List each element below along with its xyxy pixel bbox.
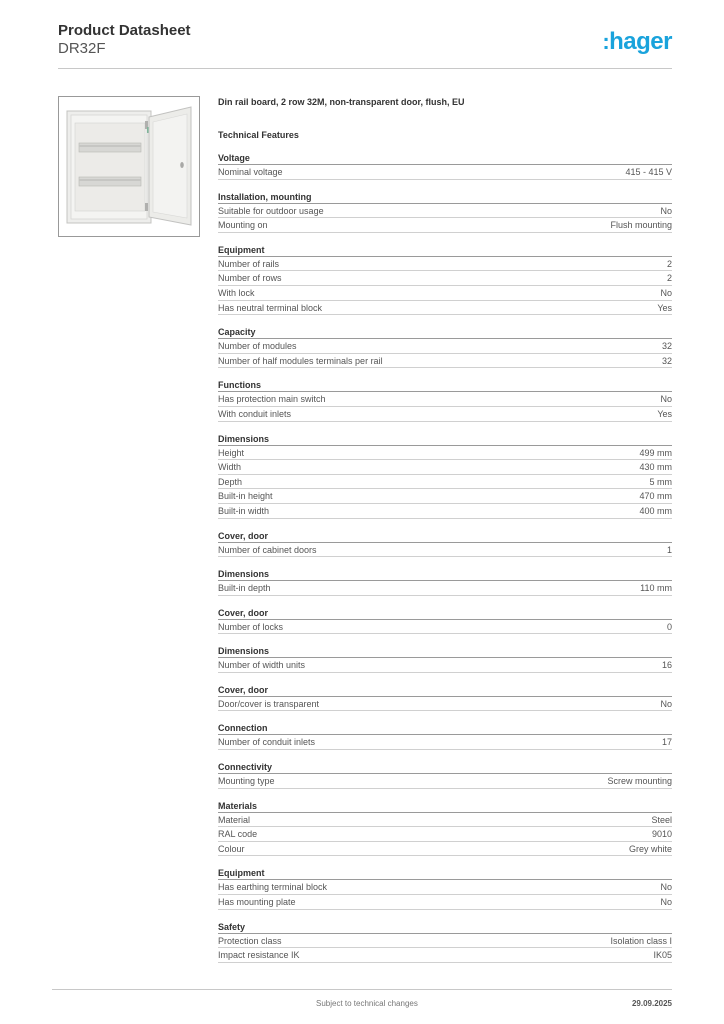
spec-group (218, 866, 672, 909)
spec-row (218, 354, 672, 369)
spec-row (218, 218, 672, 233)
spec-value: No (660, 698, 672, 709)
spec-row (218, 934, 672, 949)
spec-group-title: Dimensions (218, 644, 672, 658)
spec-row (218, 948, 672, 963)
spec-row (218, 504, 672, 519)
spec-group (218, 151, 672, 180)
spec-value: 32 (661, 355, 672, 366)
spec-group-title: Installation, mounting (218, 190, 672, 204)
spec-label: Suitable for outdoor usage (218, 205, 324, 216)
spec-group-title: Safety (218, 920, 672, 934)
spec-group-title: Materials (218, 799, 672, 813)
spec-row (218, 774, 672, 789)
spec-group (218, 721, 672, 750)
spec-group-title: Capacity (218, 325, 672, 339)
spec-value: 470 mm (639, 491, 672, 502)
spec-group-title: Connectivity (218, 760, 672, 774)
spec-value: No (660, 394, 672, 405)
spec-row (218, 392, 672, 407)
spec-group (218, 683, 672, 712)
spec-value: 110 mm (640, 583, 672, 594)
spec-group (218, 644, 672, 673)
spec-group-title: Functions (218, 378, 672, 392)
spec-label: Width (218, 462, 242, 473)
spec-row (218, 697, 672, 712)
spec-row (218, 407, 672, 422)
spec-row (218, 475, 672, 490)
spec-value: 16 (661, 660, 672, 671)
spec-row (218, 489, 672, 504)
spec-group-title: Connection (218, 721, 672, 735)
spec-label: Has earthing terminal block (218, 882, 328, 893)
spec-group-title: Cover, door (218, 683, 672, 697)
spec-value: 2 (666, 258, 672, 269)
spec-label: RAL code (218, 829, 258, 840)
spec-group (218, 432, 672, 519)
spec-label: Number of rails (218, 258, 280, 269)
spec-value: No (660, 882, 672, 893)
spec-label: Number of conduit inlets (218, 737, 316, 748)
spec-value: 1 (666, 544, 672, 555)
spec-label: Colour (218, 843, 245, 854)
spec-row (218, 827, 672, 842)
spec-value: Grey white (628, 843, 672, 854)
spec-label: Number of width units (218, 660, 306, 671)
logo-colon: : (602, 29, 610, 54)
spec-value: 2 (666, 273, 672, 284)
spec-label: Built-in width (218, 505, 270, 516)
spec-group-title: Equipment (218, 243, 672, 257)
spec-value: 5 mm (649, 476, 672, 487)
spec-row (218, 620, 672, 635)
spec-row (218, 460, 672, 475)
spec-group (218, 760, 672, 789)
spec-label: Has mounting plate (218, 897, 296, 908)
spec-group (218, 378, 672, 421)
header-divider (58, 68, 672, 69)
spec-group (218, 606, 672, 635)
spec-row (218, 581, 672, 596)
product-code: DR32F (58, 40, 106, 57)
spec-row (218, 165, 672, 180)
spec-group-title: Voltage (218, 151, 672, 165)
spec-value: 499 mm (639, 447, 672, 458)
spec-row (218, 543, 672, 558)
spec-label: With conduit inlets (218, 408, 292, 419)
spec-label: Built-in depth (218, 583, 271, 594)
spec-value: 0 (666, 621, 672, 632)
spec-row (218, 880, 672, 895)
spec-group (218, 325, 672, 368)
spec-value: Screw mounting (607, 776, 672, 787)
spec-value: Yes (657, 408, 672, 419)
spec-row (218, 271, 672, 286)
spec-value: Flush mounting (610, 220, 672, 231)
footer-date: 29.09.2025 (631, 999, 672, 1008)
spec-value: 430 mm (639, 462, 672, 473)
spec-value: 9010 (651, 829, 672, 840)
spec-row (218, 339, 672, 354)
spec-row (218, 204, 672, 219)
spec-value: Yes (657, 302, 672, 313)
spec-group-title: Dimensions (218, 567, 672, 581)
spec-value: No (660, 897, 672, 908)
spec-value: 400 mm (639, 505, 672, 516)
spec-group (218, 243, 672, 315)
spec-row (218, 842, 672, 857)
spec-label: Mounting on (218, 220, 268, 231)
footer-divider (52, 989, 672, 990)
page-title: Product Datasheet (58, 22, 191, 39)
spec-label: Height (218, 447, 245, 458)
spec-value: No (660, 205, 672, 216)
spec-group (218, 920, 672, 963)
spec-label: Door/cover is transparent (218, 698, 320, 709)
spec-row (218, 895, 672, 910)
spec-label: Number of locks (218, 621, 284, 632)
logo-text: hager (609, 28, 672, 55)
spec-label: Number of rows (218, 273, 282, 284)
spec-value: Isolation class I (610, 935, 672, 946)
spec-row (218, 813, 672, 828)
spec-label: Number of modules (218, 341, 297, 352)
spec-label: Protection class (218, 935, 282, 946)
spec-value: 32 (661, 341, 672, 352)
spec-group (218, 190, 672, 233)
spec-row (218, 658, 672, 673)
spec-row (218, 286, 672, 301)
spec-group-title: Cover, door (218, 529, 672, 543)
hager-logo (602, 28, 672, 56)
spec-label: Material (218, 814, 251, 825)
spec-row (218, 735, 672, 750)
spec-value: No (660, 287, 672, 298)
spec-label: Built-in height (218, 491, 273, 502)
spec-label: Number of half modules terminals per rail (218, 355, 383, 366)
spec-group-title: Dimensions (218, 432, 672, 446)
product-description: Din rail board, 2 row 32M, non-transparent door, flush, EU (218, 97, 465, 107)
footer-note: Subject to technical changes (316, 999, 418, 1008)
spec-label: Has neutral terminal block (218, 302, 323, 313)
spec-label: Mounting type (218, 776, 275, 787)
spec-group (218, 529, 672, 558)
spec-label: Has protection main switch (218, 394, 326, 405)
spec-row (218, 301, 672, 316)
spec-group (218, 567, 672, 596)
spec-value: Steel (651, 814, 672, 825)
spec-group-title: Cover, door (218, 606, 672, 620)
product-image (58, 96, 200, 237)
spec-value: 17 (661, 737, 672, 748)
spec-label: Nominal voltage (218, 167, 283, 177)
spec-row (218, 257, 672, 272)
page-header (58, 22, 672, 58)
spec-label: With lock (218, 287, 255, 298)
spec-group-title: Equipment (218, 866, 672, 880)
spec-row (218, 446, 672, 461)
spec-area (218, 96, 672, 973)
spec-group (218, 799, 672, 857)
spec-label: Depth (218, 476, 243, 487)
technical-features-heading: Technical Features (218, 130, 299, 140)
spec-label: Number of cabinet doors (218, 544, 317, 555)
spec-label: Impact resistance IK (218, 950, 300, 961)
spec-value: 415 - 415 V (625, 167, 672, 177)
distribution-board-icon (59, 97, 199, 236)
spec-value: IK05 (653, 950, 672, 961)
spec-groups (218, 151, 672, 963)
